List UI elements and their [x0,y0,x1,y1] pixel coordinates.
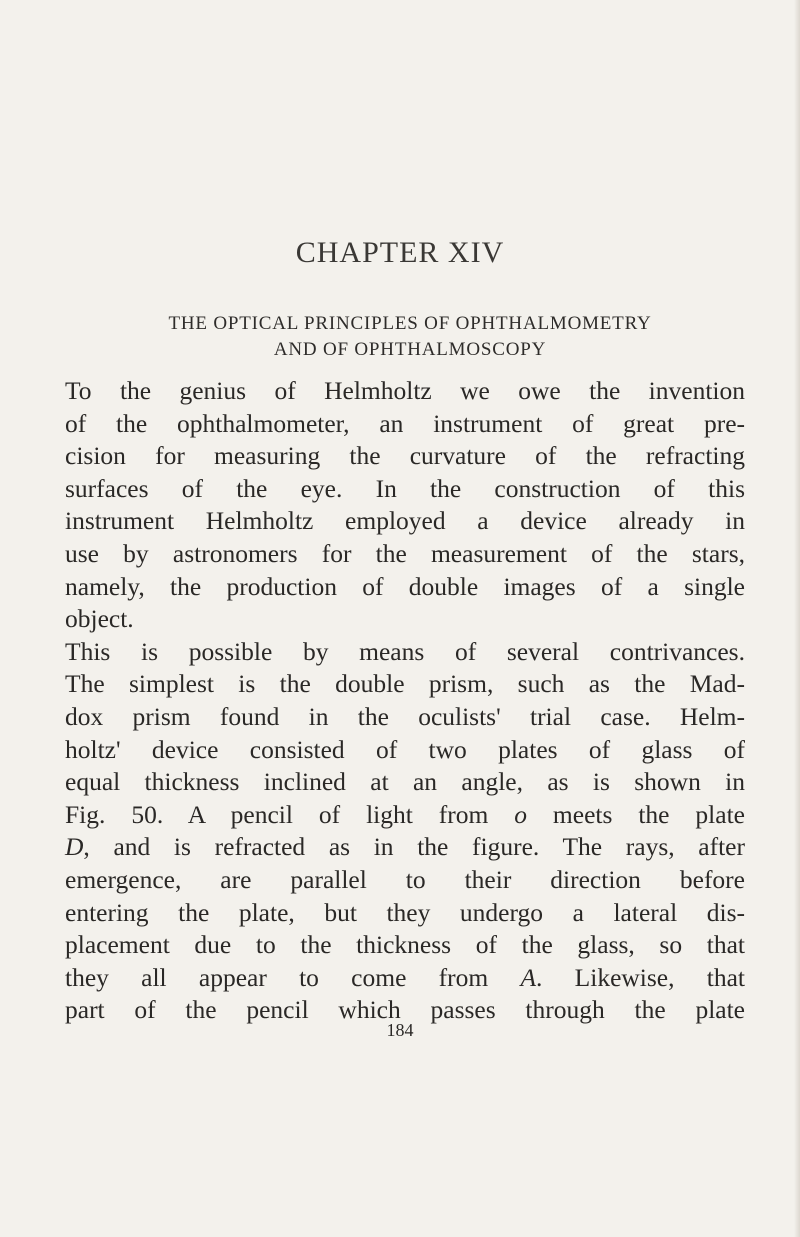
page-number: 184 [386,1020,414,1040]
figure-letter: o [514,799,527,829]
text-line: instrument Helmholtz employed a device already in [65,506,745,536]
text-line: The simplest is the double prism, such as the Mad- [65,669,745,699]
text-line: Fig. 50. A pencil of light from o meets the plate [65,799,745,829]
text-line: of the ophthalmometer, an instrument of great pre- [65,408,745,438]
text-line: entering the plate, but they undergo a lateral dis- [65,897,745,927]
text-line: To the genius of Helmholtz we owe the invention [65,376,745,405]
text-line: namely, the production of double images of a single [65,571,745,601]
text-line: they all appear to come from A. Likewise, that [65,962,745,992]
figure-letter: A [520,962,537,992]
section-heading-line: AND OF OPHTHALMOSCOPY [273,339,547,360]
text-line: This is possible by means of several contrivances. [65,636,745,666]
text-line: emergence, are parallel to their direction before [65,864,745,894]
body-text [65,375,745,1027]
text-line: cision for measuring the curvature of the refracting [65,441,745,471]
text-line: dox prism found in the oculists' trial case. Helm- [65,701,745,731]
text-line: holtz' device consisted of two plates of glass of [65,734,745,764]
text-line: surfaces of the eye. In the construction of this [65,473,745,503]
text-line: placement due to the thickness of the glass, so that [65,930,745,960]
text-line: part of the pencil which passes through the plate [65,995,745,1025]
text-line: equal thickness inclined at an angle, as is shown in [65,767,745,797]
text-line: D, and is refracted as in the figure. The rays, after [65,832,745,862]
text-line: object. [65,604,134,634]
figure-letter: D [65,832,84,862]
page-edge-shadow [794,0,800,1237]
text-line: use by astronomers for the measurement of the stars, [65,538,745,568]
chapter-heading: CHAPTER XIV [295,236,505,269]
section-heading [95,311,725,363]
section-heading-line: THE OPTICAL PRINCIPLES OF OPHTHALMOMETRY [168,313,652,334]
